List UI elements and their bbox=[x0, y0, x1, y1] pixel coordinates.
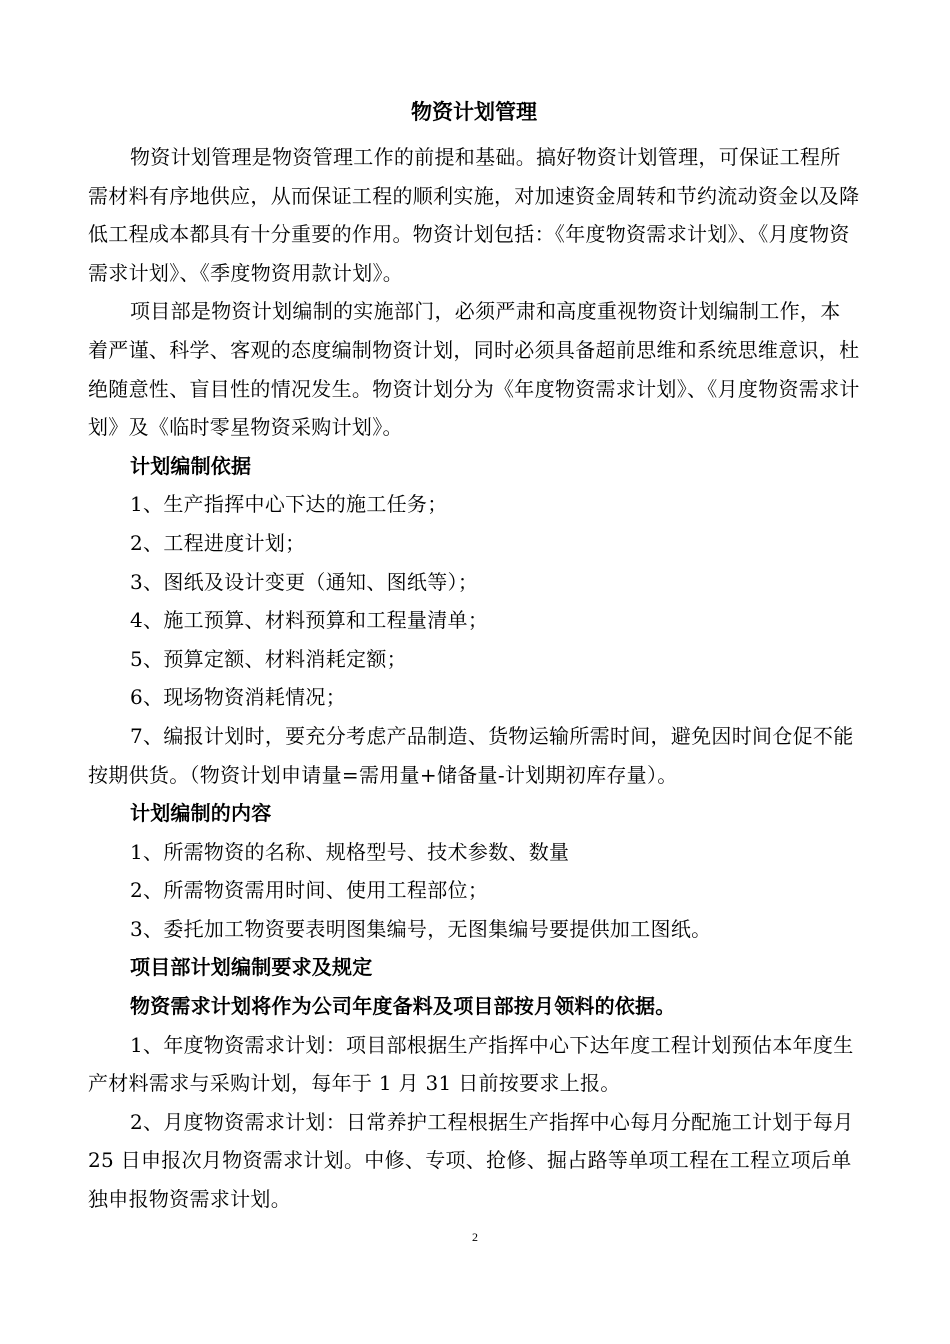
basis-item: 5、预算定额、材料消耗定额； bbox=[130, 646, 407, 671]
requirements-item: 2、月度物资需求计划：日常养护工程根据生产指挥中心每月分配施工计划于每月 25 日申报次月物资需求计划。中修、专项、抢修、掘占路等单项工程在工程立项后单独申报物资需求计划。 bbox=[88, 1109, 854, 1212]
requirements-heading: 项目部计划编制要求及规定 bbox=[130, 955, 373, 980]
content-item: 1、所需物资的名称、规格型号、技术参数、数量 bbox=[130, 839, 570, 864]
content-item: 3、委托加工物资要表明图集编号，无图集编号要提供加工图纸。 bbox=[130, 916, 712, 941]
document-page bbox=[88, 92, 860, 1219]
page-number: 2 bbox=[472, 1230, 478, 1244]
basis-item: 1、生产指挥中心下达的施工任务； bbox=[130, 492, 448, 517]
basis-item: 7、编报计划时，要充分考虑产品制造、货物运输所需时间，避免因时间仓促不能按期供货。（物资计划申请量=需用量+储备量-计划期初库存量）。 bbox=[88, 723, 854, 787]
basis-heading: 计划编制依据 bbox=[130, 453, 252, 478]
document-title: 物资计划管理 bbox=[411, 100, 537, 124]
basis-item: 4、施工预算、材料预算和工程量清单； bbox=[130, 608, 489, 633]
basis-item: 3、图纸及设计变更（通知、图纸等）； bbox=[130, 569, 479, 594]
intro-paragraph-2: 项目部是物资计划编制的实施部门，必须严肃和高度重视物资计划编制工作，本着严谨、科学、客观的态度编制物资计划，同时必须具备超前思维和系统思维意识，杜绝随意性、盲目性的情况发生。物资计划分为《年度物资需求计划》、《月度物资需求计划》及《临时零星物资采购计划》。 bbox=[88, 299, 860, 440]
intro-paragraph-1: 物资计划管理是物资管理工作的前提和基础。搞好物资计划管理，可保证工程所需材料有序地供应，从而保证工程的顺利实施，对加速资金周转和节约流动资金以及降低工程成本都具有十分重要的作用。物资计划包括：《年度物资需求计划》、《月度物资需求计划》、《季度物资用款计划》。 bbox=[88, 145, 860, 285]
requirements-subheading: 物资需求计划将作为公司年度备料及项目部按月领料的依据。 bbox=[130, 994, 676, 1019]
basis-item: 2、工程进度计划； bbox=[130, 530, 306, 555]
content-item: 2、所需物资需用时间、使用工程部位； bbox=[130, 878, 489, 903]
content-heading: 计划编制的内容 bbox=[130, 801, 272, 826]
requirements-item: 1、年度物资需求计划：项目部根据生产指挥中心下达年度工程计划预估本年度生产材料需求与采购计划，每年于 1 月 31 日前按要求上报。 bbox=[88, 1032, 854, 1096]
basis-item: 6、现场物资消耗情况； bbox=[130, 685, 347, 710]
